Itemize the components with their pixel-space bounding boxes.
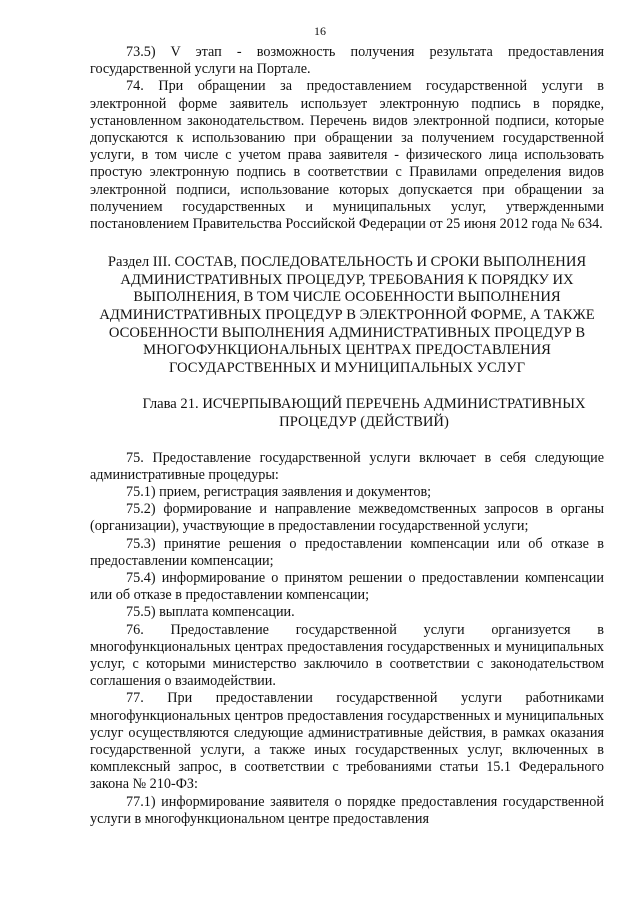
page-number: 16 bbox=[314, 24, 326, 38]
spacer bbox=[90, 432, 604, 450]
document-body bbox=[90, 44, 604, 828]
paragraph-75-1: 75.1) прием, регистрация заявления и документов; bbox=[126, 483, 432, 500]
chapter-title: Глава 21. ИСЧЕРПЫВАЮЩИЙ ПЕРЕЧЕНЬ АДМИНИСТРАТИВНЫХ ПРОЦЕДУР (ДЕЙСТВИЙ) bbox=[142, 396, 586, 430]
paragraph-75: 75. Предоставление государственной услуги включает в себя следующие административные процедуры: bbox=[90, 449, 604, 483]
paragraph-73-5: 73.5) V этап - возможность получения результата предоставления государственной услуги на Портале. bbox=[90, 44, 604, 78]
paragraph-77-1: 77.1) информирование заявителя о порядке предоставления государственной услуги в многофункциональном центре предоставления bbox=[90, 793, 604, 827]
paragraph-75-5: 75.5) выплата компенсации. bbox=[126, 604, 295, 621]
paragraph-74: 74. При обращении за предоставлением государственной услуги в электронной форме заявитель использует электронную подпись в порядке, установленном законодательством. Перечень видов электронной подписи, которые допускаются к использованию при обращении за получением государственной услуги, в том числе с учетом права заявителя - физического лица использовать простую электронную подпись в соответствии с Правилами определения видов электронной подписи, использование которых допускается при обращении за получением государственных и муниципальных услуг, утвержденными постановлением Правительства Российской Федерации от 25 июня 2012 года № 634. bbox=[90, 78, 604, 233]
paragraph-75-3: 75.3) принятие решения о предоставлении компенсации или об отказе в предоставлении компенсации; bbox=[90, 535, 604, 569]
paragraph-75-4: 75.4) информирование о принятом решении о предоставлении компенсации или об отказе в предоставлении компенсации; bbox=[90, 570, 604, 604]
paragraph-76: 76. Предоставление государственной услуги организуется в многофункциональных центрах предоставления государственных и муниципальных услуг, с которыми министерство заключило в соответствии с законодательством соглашения о взаимодействии. bbox=[90, 621, 604, 690]
paragraph-75-2: 75.2) формирование и направление межведомственных запросов в органы (организации), участвующие в предоставлении государственной услуги; bbox=[90, 501, 604, 535]
section-title: Раздел III. СОСТАВ, ПОСЛЕДОВАТЕЛЬНОСТЬ И СРОКИ ВЫПОЛНЕНИЯ АДМИНИСТРАТИВНЫХ ПРОЦЕДУР, ТРЕБОВАНИЯ К ПОРЯДКУ ИХ ВЫПОЛНЕНИЯ, В ТОМ ЧИСЛЕ ОСОБЕННОСТИ ВЫПОЛНЕНИЯ АДМИНИСТРАТИВНЫХ ПРОЦЕДУР В ЭЛЕКТРОННОЙ ФОРМЕ, А ТАКЖЕ ОСОБЕННОСТИ ВЫПОЛНЕНИЯ АДМИНИСТРАТИВНЫХ ПРОЦЕДУР В МНОГОФУНКЦИОНАЛЬНЫХ ЦЕНТРАХ ПРЕДОСТАВЛЕНИЯ ГОСУДАРСТВЕННЫХ И МУНИЦИПАЛЬНЫХ УСЛУГ bbox=[99, 254, 595, 376]
paragraph-77: 77. При предоставлении государственной услуги работниками многофункциональных центров предоставления государственных и муниципальных услуг осуществляются следующие административные действия, в рамках оказания государственной услуги, а также иных государственных услуг, включенных в комплексный запрос, в соответствии с требованиями статьи 15.1 Федерального закона № 210-ФЗ: bbox=[90, 690, 604, 793]
